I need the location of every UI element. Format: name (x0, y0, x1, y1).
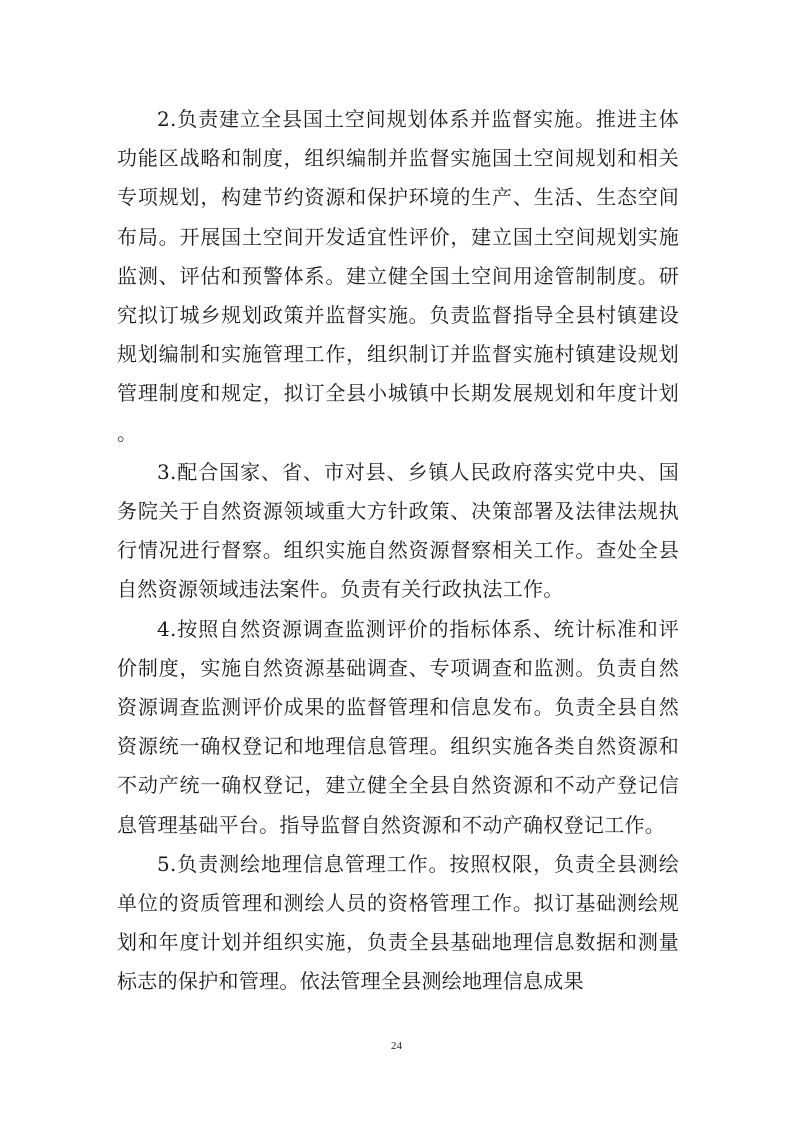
page-number: 24 (391, 1040, 402, 1052)
paragraph-3: 3.配合国家、省、市对县、乡镇人民政府落实党中央、国务院关于自然资源领域重大方针政策、决策部署及法律法规执行情况进行督察。组织实施自然资源督察相关工作。查处全县自然资源领域违法案件。负责有关行政执法工作。 (117, 459, 679, 602)
paragraph-5: 5.负责测绘地理信息管理工作。按照权限，负责全县测绘单位的资质管理和测绘人员的资格管理工作。拟订基础测绘规划和年度计划并组织实施，负责全县基础地理信息数据和测量标志的保护和管理。依法管理全县测绘地理信息成果 (117, 851, 679, 994)
body-text (117, 100, 679, 1002)
paragraph-4: 4.按照自然资源调查监测评价的指标体系、统计标准和评价制度，实施自然资源基础调查、专项调查和监测。负责自然资源调查监测评价成果的监督管理和信息发布。负责全县自然资源统一确权登记和地理信息管理。组织实施各类自然资源和不动产统一确权登记，建立健全全县自然资源和不动产登记信息管理基础平台。指导监督自然资源和不动产确权登记工作。 (117, 616, 679, 837)
paragraph-2: 2.负责建立全县国土空间规划体系并监督实施。推进主体功能区战略和制度，组织编制并监督实施国土空间规划和相关专项规划，构建节约资源和保护环境的生产、生活、生态空间布局。开展国土空间开发适宜性评价，建立国土空间规划实施监测、评估和预警体系。建立健全国土空间用途管制制度。研究拟订城乡规划政策并监督实施。负责监督指导全县村镇建设规划编制和实施管理工作，组织制订并监督实施村镇建设规划管理制度和规定，拟订全县小城镇中长期发展规划和年度计划。 (117, 107, 679, 445)
